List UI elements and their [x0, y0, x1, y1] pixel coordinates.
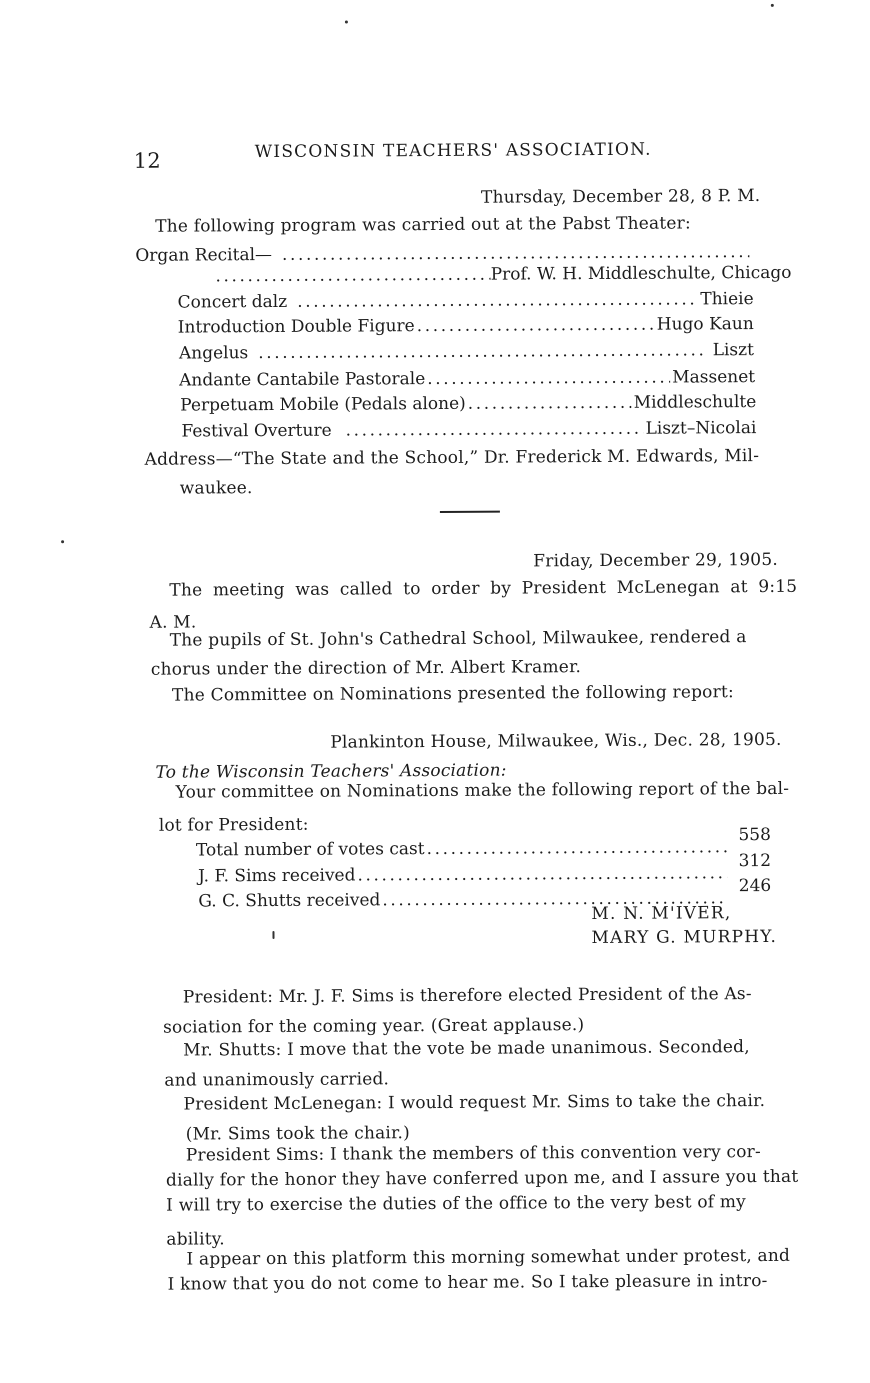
proceedings-line: sociation for the coming year. (Great applause.) — [162, 1015, 585, 1038]
program-item — [180, 391, 756, 417]
ink-speck — [61, 540, 64, 543]
signature: M. N. M'IVER, — [591, 903, 732, 925]
report-body-line2: lot for President: — [158, 814, 309, 836]
report-body-line1: Your committee on Nominations make the following report of the bal- — [175, 778, 790, 803]
program-item — [178, 313, 754, 339]
dot-leader — [297, 288, 696, 312]
address-line-1: Address—“The State and the School,” Dr. Frederick M. Edwards, Mil- — [144, 446, 760, 470]
friday-para3: The Committee on Nominations presented the following report: — [171, 682, 734, 706]
program-composer: Thieie — [700, 289, 754, 310]
program-composer: Hugo Kaun — [656, 314, 754, 335]
dot-leader — [468, 392, 632, 415]
dot-leader — [258, 339, 703, 364]
ballot-value: 312 — [738, 850, 772, 872]
proceedings-line: and unanimously carried. — [164, 1069, 390, 1091]
ballot-label: G. C. Shutts received — [198, 890, 381, 912]
program-composer: Massenet — [672, 367, 756, 388]
ballot-value: 558 — [738, 824, 771, 846]
dot-leader — [215, 264, 490, 288]
program-piece: Introduction Double Figure — [177, 316, 415, 338]
proceedings-line: President Sims: I thank the members of this convention very cor- — [185, 1142, 761, 1166]
friday-para1-line1: The meeting was called to order by President McLenegan at 9:15 — [169, 576, 798, 601]
program-item — [178, 288, 754, 314]
proceedings-line: Mr. Shutts: I move that the vote be made unanimous. Seconded, — [183, 1037, 750, 1061]
ink-speck — [272, 931, 274, 939]
program-piece: Andante Cantabile Pastorale — [179, 369, 426, 391]
organ-recital-label: Organ Recital— — [135, 244, 273, 266]
proceedings-line: President: Mr. J. F. Sims is therefore elected President of the As- — [182, 984, 752, 1008]
proceedings-line: President McLenegan: I would request Mr. Sims to take the chair. — [183, 1090, 766, 1115]
signature: MARY G. MURPHY. — [591, 926, 778, 949]
section-divider — [440, 511, 500, 513]
program-composer: Middleschulte — [633, 392, 757, 413]
proceedings-line: ability. — [166, 1229, 225, 1250]
dot-leader — [346, 418, 644, 442]
ink-speck — [771, 4, 774, 7]
running-title: WISCONSIN TEACHERS' ASSOCIATION. — [254, 139, 652, 163]
program-item — [179, 339, 754, 365]
performer-line — [215, 262, 791, 288]
proceedings-line: I appear on this platform this morning somewhat under protest, and — [186, 1245, 791, 1270]
dot-leader — [357, 862, 726, 886]
friday-para1-line2: A. M. — [149, 612, 197, 633]
address-line-2: waukee. — [179, 478, 253, 499]
program-piece: Concert dalz — [177, 291, 288, 313]
ink-speck — [345, 21, 348, 24]
report-salutation: To the Wisconsin Teachers' Association: — [155, 760, 507, 783]
ballot-label: J. F. Sims received — [198, 865, 356, 887]
ballot-row — [195, 824, 771, 862]
proceedings-line: I will try to exercise the duties of the office to the very best of my — [166, 1192, 747, 1216]
program-composer: Liszt — [712, 340, 754, 361]
friday-date-line: Friday, December 29, 1905. — [533, 549, 778, 572]
proceedings-line: (Mr. Sims took the chair.) — [185, 1123, 411, 1145]
performer: Prof. W. H. Middleschulte, Chicago — [490, 262, 792, 285]
friday-para2-line2: chorus under the direction of Mr. Albert Kramer. — [150, 657, 582, 680]
program-piece: Festival Overture — [181, 420, 332, 442]
thursday-date-line: Thursday, December 28, 8 P. M. — [480, 186, 761, 208]
program-item — [179, 366, 755, 392]
program-piece: Perpetuam Mobile (Pedals alone) — [180, 393, 466, 416]
dot-leader — [427, 367, 670, 390]
ballot-row — [198, 850, 772, 887]
thursday-intro: The following program was carried out at the Pabst Theater: — [155, 213, 691, 237]
report-place-date: Plankinton House, Milwaukee, Wis., Dec. 28, 1905. — [330, 729, 782, 753]
ballot-value: 246 — [738, 875, 772, 897]
program-item — [181, 417, 756, 443]
program-piece: Angelus — [178, 343, 249, 364]
friday-para2-line1: The pupils of St. John's Cathedral School, Milwaukee, rendered a — [169, 627, 747, 651]
dot-leader — [417, 314, 655, 337]
proceedings-line: I know that you do not come to hear me. So I take pleasure in intro- — [167, 1270, 768, 1295]
dot-leader — [426, 836, 726, 860]
proceedings-line: dially for the honor they have conferred upon me, and I assure you that — [165, 1166, 799, 1191]
program-composer: Liszt–Nicolai — [645, 418, 757, 439]
ballot-label: Total number of votes cast — [195, 839, 425, 861]
page-number: 12 — [133, 148, 161, 173]
